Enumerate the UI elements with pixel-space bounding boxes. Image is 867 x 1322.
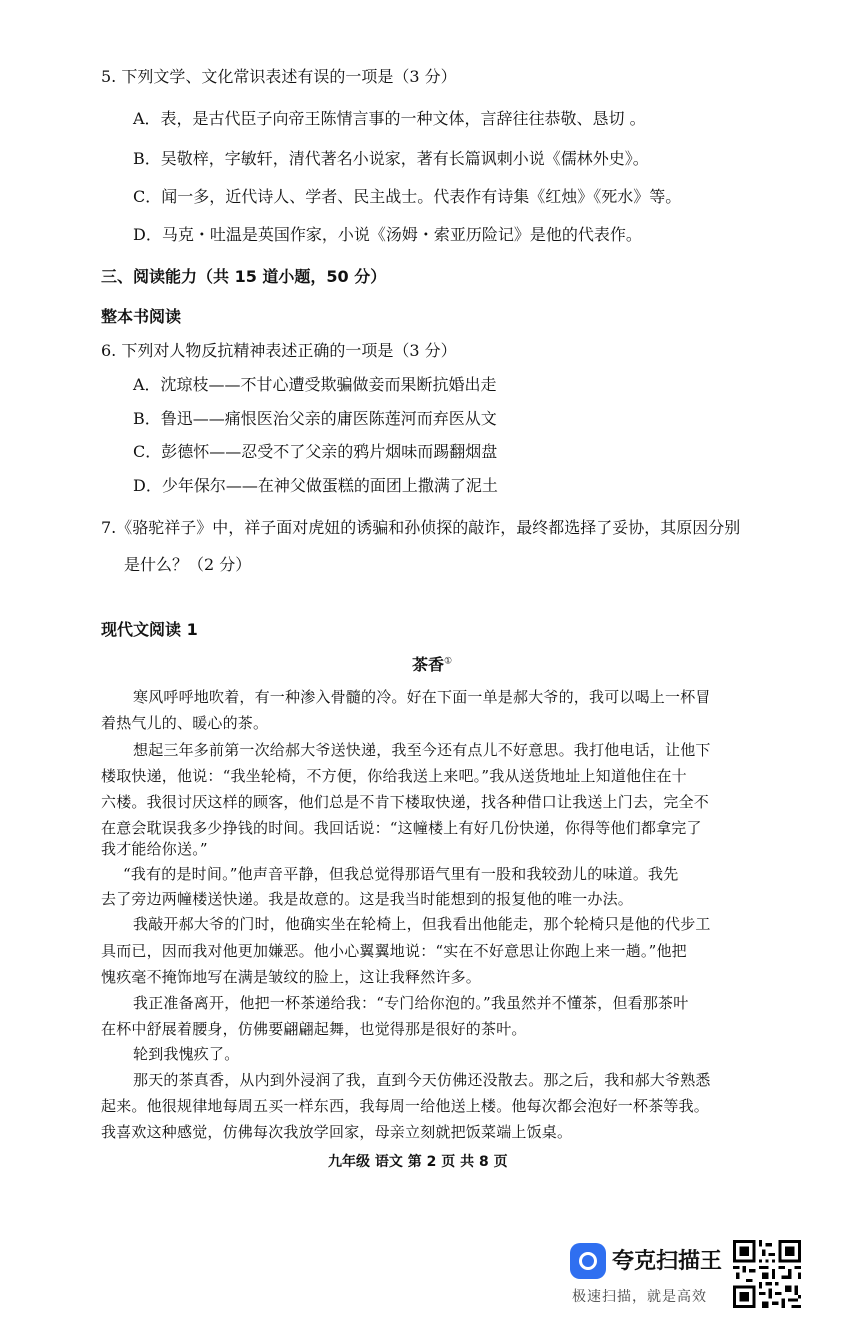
- passage-line: 起来。他很规律地每周五买一样东西，我每周一给他送上楼。他每次都会泡好一杯茶等我。: [101, 1097, 710, 1115]
- q5-stem: 5. 下列文学、文化常识表述有误的一项是（3 分）: [101, 67, 457, 86]
- q6-option-a: A．沈琼枝——不甘心遭受欺骗做妾而果断抗婚出走: [133, 375, 497, 394]
- passage-line: 楼取快递，他说：“我坐轮椅，不方便，你给我送上来吧。”我从送货地址上知道他住在十: [101, 767, 687, 785]
- passage-line: 我敲开郝大爷的门时，他确实坐在轮椅上，但我看出他能走，那个轮椅只是他的代步工: [133, 915, 711, 933]
- passage-line: “我有的是时间。”他声音平静，但我总觉得那语气里有一股和我较劲儿的味道。我先: [123, 865, 679, 883]
- passage-line: 我正准备离开，他把一杯茶递给我：“专门给你泡的。”我虽然并不懂茶，但看那茶叶: [133, 994, 689, 1012]
- passage-line: 我才能给你送。”: [101, 840, 208, 858]
- q6-option-c: C．彭德怀——忍受不了父亲的鸦片烟味而踢翻烟盘: [133, 442, 498, 461]
- footnote-marker: ①: [444, 656, 453, 667]
- passage-line: 我喜欢这种感觉，仿佛每次我放学回家，母亲立刻就把饭菜端上饭桌。: [101, 1123, 573, 1141]
- quark-logo-icon: [570, 1243, 606, 1279]
- passage-line: 想起三年多前第一次给郝大爷送快递，我至今还有点儿不好意思。我打他电话，让他下: [133, 741, 711, 759]
- q6-option-b: B．鲁迅——痛恨医治父亲的庸医陈莲河而弃医从文: [133, 409, 497, 428]
- passage-line: 六楼。我很讨厌这样的顾客，他们总是不肯下楼取快递，找各种借口让我送上门去，完全不: [101, 793, 710, 811]
- section-3-heading: 三、阅读能力（共 15 道小题，50 分）: [101, 267, 387, 286]
- q5-option-a: A．表，是古代臣子向帝王陈情言事的一种文体，言辞往往恭敬、恳切 。: [133, 109, 646, 128]
- modern-reading-heading: 现代文阅读 1: [101, 620, 198, 639]
- q7-line-2: 是什么？（2 分）: [124, 555, 252, 574]
- passage-line: 轮到我愧疚了。: [133, 1045, 240, 1063]
- passage-line: 愧疚毫不掩饰地写在满是皱纹的脸上，这让我释然许多。: [101, 968, 482, 986]
- q5-option-d: D．马克・吐温是英国作家，小说《汤姆・索亚历险记》是他的代表作。: [133, 225, 642, 244]
- passage-line: 寒风呼呼地吹着，有一种渗入骨髓的冷。好在下面一单是郝大爷的，我可以喝上一杯冒: [133, 688, 711, 706]
- passage-line: 在杯中舒展着腰身，仿佛要翩翩起舞，也觉得那是很好的茶叶。: [101, 1020, 527, 1038]
- q6-option-d: D．少年保尔——在神父做蛋糕的面团上撒满了泥土: [133, 476, 498, 495]
- q5-option-b: B．吴敬梓，字敏轩，清代著名小说家，著有长篇讽刺小说《儒林外史》。: [133, 149, 649, 168]
- whole-book-heading: 整本书阅读: [101, 307, 182, 326]
- qr-code-icon: [733, 1240, 801, 1308]
- q7-line-1: 7.《骆驼祥子》中，祥子面对虎妞的诱骗和孙侦探的敲诈，最终都选择了妥协，其原因分别: [101, 518, 741, 537]
- watermark-brand: 夸克扫描王: [612, 1249, 723, 1274]
- q5-option-c: C．闻一多，近代诗人、学者、民主战士。代表作有诗集《红烛》《死水》等。: [133, 187, 682, 206]
- passage-line: 具而已，因而我对他更加嫌恶。他小心翼翼地说：“实在不好意思让你跑上来一趟。”他把: [101, 942, 687, 960]
- page-footer: 九年级 语文 第 2 页 共 8 页: [328, 1154, 508, 1170]
- watermark-slogan: 极速扫描，就是高效: [572, 1289, 707, 1305]
- passage-line: 去了旁边两幢楼送快递。我是故意的。这是我当时能想到的报复他的唯一办法。: [101, 890, 634, 908]
- passage-line: 在意会耽误我多少挣钱的时间。我回话说：“这幢楼上有好几份快递，你得等他们都拿完了: [101, 819, 702, 837]
- passage-line: 那天的茶真香，从内到外浸润了我，直到今天仿佛还没散去。那之后，我和郝大爷熟悉: [133, 1071, 711, 1089]
- passage-title: 茶香①: [412, 655, 453, 674]
- q6-stem: 6. 下列对人物反抗精神表述正确的一项是（3 分）: [101, 341, 457, 360]
- passage-line: 着热气儿的、暖心的茶。: [101, 714, 269, 732]
